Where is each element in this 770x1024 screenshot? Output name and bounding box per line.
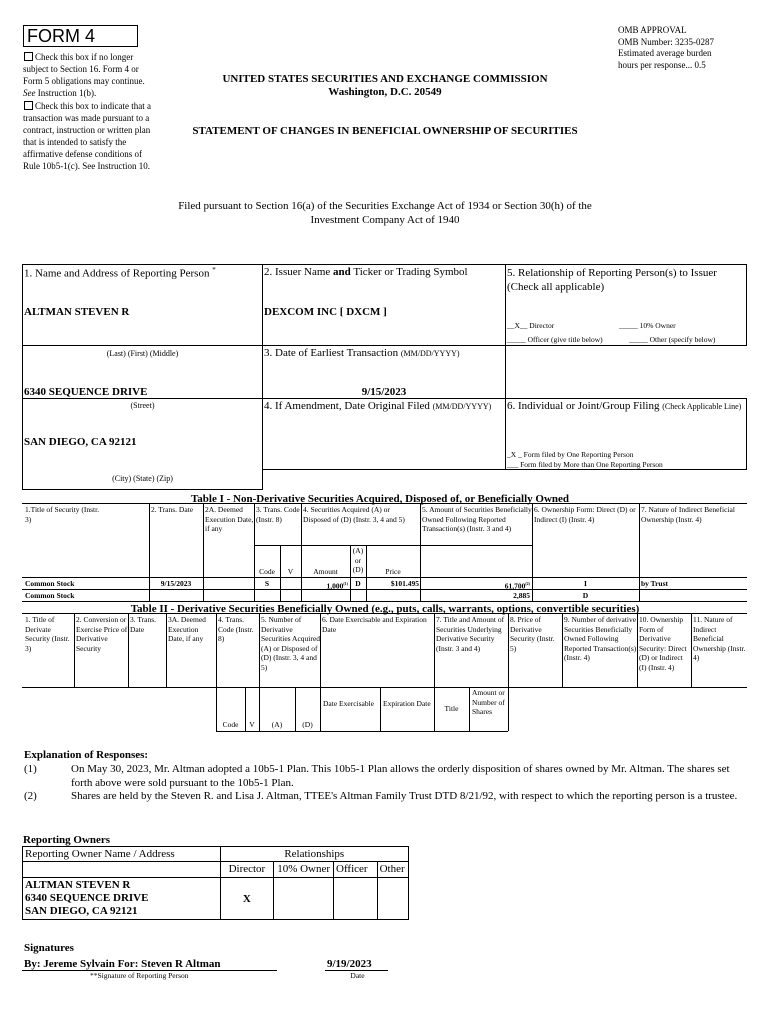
signature-caption-text: Signature of Reporting Person: [97, 971, 189, 980]
t2-col-9: [562, 613, 563, 687]
t1-sub-ad: (A) or (D): [352, 546, 364, 574]
omb-number: OMB Number: 3235-0287: [618, 36, 714, 47]
relationship-officer[interactable]: _____ Officer (give title below): [507, 335, 603, 344]
relationship-ten-percent[interactable]: _____ 10% Owner: [619, 321, 676, 330]
amendment-label-text: 4. If Amendment, Date Original Filed: [264, 400, 430, 412]
group-filing-more[interactable]: ___ Form filed by More than One Reporting Person: [507, 460, 663, 469]
t1-r1-code: S: [264, 579, 270, 588]
omb-title: OMB APPROVAL: [618, 25, 687, 35]
signatures-title: Signatures: [24, 942, 74, 954]
commission-name: UNITED STATES SECURITIES AND EXCHANGE COMMISSION: [222, 73, 548, 85]
owners-row-city: SAN DIEGO, CA 92121: [25, 905, 138, 917]
explanation-item-2: [24, 790, 744, 804]
t2-sub-code: Code: [222, 720, 239, 729]
t1-h5: 5. Amount of Securities Beneficially Owned Following Reported Transaction(s) (Instr. 3 and 4): [422, 505, 532, 533]
t1-h4: 4. Securities Acquired (A) or Disposed of (D) (Instr. 3, 4 and 5): [303, 505, 405, 524]
filed-pursuant: [120, 199, 650, 227]
t2-h6: 6. Date Exercisable and Expiration Date: [322, 615, 427, 634]
t2-col-5: [259, 613, 260, 731]
relationship-label-line2: (Check all applicable): [507, 281, 605, 293]
t2-h1: 1. Title of Derivate Security (Instr. 3): [25, 615, 70, 653]
relationship-director[interactable]: __X__ Director: [507, 321, 555, 330]
signature-date: 9/19/2023: [327, 958, 372, 970]
t1-r1-amount: [301, 579, 348, 591]
t2-col-8: [508, 613, 509, 731]
t2-sub-title: Title: [444, 704, 459, 713]
t1-col-j: [639, 503, 640, 601]
t2-col-6: [320, 613, 321, 731]
t1-sub-amount: Amount: [313, 567, 338, 576]
reporting-person-street-caption: (Street): [130, 401, 155, 410]
t2-col-1: [74, 613, 75, 687]
t2-sub-exercisable: Date Exercisable: [323, 699, 375, 708]
issuer-label-and: and: [333, 266, 351, 278]
t2-h3a: 3A. Deemed Execution Date, if any: [168, 615, 206, 643]
t2-col-4: [216, 613, 217, 731]
t1-sub-v: V: [287, 567, 294, 576]
owners-col-director: Director: [220, 862, 274, 878]
explanation-text-1: On May 30, 2023, Mr. Altman adopted a 10b5-1 Plan. This 10b5-1 Plan allows the orderly disposition of shares owned by Mr. Altman. The shares set forth above were sold pursuant to the 10b5-1 Plan.: [71, 763, 730, 789]
t2-sub-amount: Amount or Number of Shares: [472, 688, 505, 716]
earliest-date-label: [264, 347, 460, 359]
table2-mid-rule: [22, 687, 747, 688]
signature-by: By: Jereme Sylvain For: Steven R Altman: [24, 958, 221, 970]
group-filing-label-text: 6. Individual or Joint/Group Filing: [507, 400, 660, 412]
t2-h5: 5. Number of Derivative Securities Acquired (A) or Disposed of (D) (Instr. 3, 4 and 5): [261, 615, 320, 672]
explanation-num-2: (2): [24, 790, 37, 802]
t1-r1-owned: [420, 579, 530, 591]
filed-pursuant-line2: Investment Company Act of 1940: [310, 214, 460, 226]
explanation-text-2: Shares are held by the Steven R. and Lisa J. Altman, TTEE's Altman Family Trust DTD 8/21/92, with respect to which the reporting person is a trustee.: [71, 790, 738, 802]
group-filing-note: (Check Applicable Line): [662, 402, 742, 411]
earliest-date-label-text: 3. Date of Earliest Transaction: [264, 347, 399, 359]
amendment-format: (MM/DD/YYYY): [432, 402, 492, 411]
owners-col-name: Reporting Owner Name / Address: [23, 847, 221, 862]
relationship-other[interactable]: _____ Other (specify below): [629, 335, 716, 344]
t1-sub-code: Code: [259, 567, 275, 576]
t2-sub-a: (A): [271, 720, 283, 729]
amendment-label: [264, 400, 491, 412]
reporting-person-label: [24, 266, 216, 280]
owners-row-director: X: [220, 878, 274, 920]
t2-col-6b: [380, 687, 381, 731]
t2-h9: 9. Number of derivative Securities Beneficially Owned Following Reported Transaction(s) (Instr. 4): [564, 615, 637, 662]
t1-r1-nature: by Trust: [641, 579, 669, 588]
owners-row-name: ALTMAN STEVEN R: [25, 879, 131, 891]
table1-sub-rule: [254, 545, 420, 546]
table2-bottom-rule: [216, 731, 508, 732]
reporting-person-city: SAN DIEGO, CA 92121: [24, 436, 137, 448]
signature-caption-mark: **: [90, 971, 98, 980]
t1-sub-price: Price: [385, 567, 401, 576]
relationship-label: [507, 266, 745, 294]
owners-empty-cell: [23, 862, 221, 878]
owners-col-other: Other: [377, 862, 408, 878]
commission-city: Washington, D.C. 20549: [328, 86, 442, 98]
t1-r2-form: D: [582, 591, 589, 600]
t2-h7: 7. Title and Amount of Securities Underlying Derivative Security (Instr. 3 and 4): [436, 615, 505, 653]
t1-r1-security: Common Stock: [25, 579, 75, 588]
table1-bottom-rule: [22, 601, 747, 602]
owners-row-officer: [334, 878, 378, 920]
t2-col-3: [166, 613, 167, 687]
owners-title: Reporting Owners: [23, 834, 111, 846]
table1-sub-rule-5: [420, 545, 532, 546]
t1-r1-owned-fn: (2): [525, 581, 530, 586]
t1-h1: 1.Title of Security (Instr. 3): [25, 505, 100, 524]
explanation-item-1: [24, 763, 744, 790]
group-filing-one[interactable]: _X _ Form filed by One Reporting Person: [507, 450, 634, 459]
owners-row-name-cell: [23, 878, 221, 920]
table2-top-rule: [22, 613, 747, 614]
owners-col-ten: 10% Owner: [274, 862, 334, 878]
filed-pursuant-line1: Filed pursuant to Section 16(a) of the Securities Exchange Act of 1934 or Section 30(h) of the: [178, 200, 592, 212]
issuer-name: DEXCOM INC [ DXCM ]: [264, 306, 387, 318]
t2-h3: 3. Trans. Date: [130, 615, 157, 634]
t1-r1-amount-fn: (1): [343, 581, 348, 586]
reporting-person-label-text: 1. Name and Address of Reporting Person: [24, 267, 210, 280]
t1-h7: 7. Nature of Indirect Beneficial Ownership (Instr. 4): [641, 505, 735, 524]
owners-row-other: [377, 878, 408, 920]
table2-title: Table II - Derivative Securities Beneficially Owned (e.g., puts, calls, warrants, options, convertible securities): [130, 603, 640, 615]
reporting-person-label-mark: *: [212, 266, 216, 274]
t1-h2: 2. Trans. Date: [151, 505, 194, 514]
table1-title: Table I - Non-Derivative Securities Acquired, Disposed of, or Beneficially Owned: [190, 493, 570, 505]
section16-instr: Instruction 1(b).: [37, 88, 97, 98]
reporting-person-street: 6340 SEQUENCE DRIVE: [24, 386, 148, 398]
omb-burden: Estimated average burden: [618, 48, 712, 58]
t1-h3: 3. Trans. Code (Instr. 8): [256, 505, 300, 524]
t1-col-b: [203, 503, 204, 601]
reporting-person-city-caption: (City) (State) (Zip): [112, 474, 173, 483]
t2-sub-d: (D): [302, 720, 313, 729]
section16-text: Check this box if no longer subject to Section 16. Form 4 or Form 5 obligations may continue.: [23, 52, 145, 86]
owners-table: [22, 846, 409, 920]
t1-r1-form: I: [584, 579, 587, 588]
relationship-label-line1: 5. Relationship of Reporting Person(s) to Issuer: [507, 267, 717, 279]
signature-date-caption: Date: [350, 971, 365, 980]
issuer-label: [264, 266, 468, 278]
t2-col-11: [691, 613, 692, 687]
t2-col-2: [128, 613, 129, 687]
commission-title: [180, 73, 590, 99]
reporting-person-name-caption: (Last) (First) (Middle): [106, 349, 179, 358]
explanation-num-1: (1): [24, 763, 37, 775]
issuer-label-b: Ticker or Trading Symbol: [353, 266, 468, 278]
t2-col-7b: [469, 687, 470, 731]
owners-col-officer: Officer: [334, 862, 378, 878]
t2-h11: 11. Nature of Indirect Beneficial Ownership (Instr. 4): [693, 615, 746, 662]
t2-h8: 8. Price of Derivative Security (Instr. 5): [510, 615, 555, 653]
owners-row-street: 6340 SEQUENCE DRIVE: [25, 892, 149, 904]
rule-10b5-note: [23, 100, 151, 172]
section16-note: [23, 51, 151, 99]
t1-r1-owned-value: 61,700: [504, 581, 526, 591]
explanation-title: Explanation of Responses:: [24, 749, 149, 761]
statement-title: STATEMENT OF CHANGES IN BENEFICIAL OWNERSHIP OF SECURITIES: [192, 125, 578, 137]
t2-sub-v: V: [249, 720, 255, 729]
reporting-person-name: ALTMAN STEVEN R: [24, 306, 130, 318]
earliest-date-value: 9/15/2023: [361, 386, 407, 398]
t2-h2: 2. Conversion or Exercise Price of Derivative Security: [76, 615, 128, 653]
t2-h10: 10. Ownership Form of Derivative Security: Direct (D) or Indirect (I) (Instr. 4): [639, 615, 687, 672]
omb-hours: hours per response... 0.5: [618, 59, 706, 70]
t1-r1-price: $101.495: [390, 579, 419, 588]
t2-col-10: [637, 613, 638, 687]
rule-10b5-text: Check this box to indicate that a transaction was made pursuant to a contract, instruction or written plan that is intended to satisfy the affirmative defense conditions of Rule 10b5-1(c). See Instruction 10.: [23, 101, 151, 171]
t1-r2-owned: 2,885: [513, 591, 530, 600]
form-title: FORM 4: [27, 26, 96, 46]
t2-sub-expiration: Expiration Date: [383, 699, 431, 708]
t1-r1-amount-value: 1,000: [326, 581, 344, 591]
owners-col-rel: Relationships: [220, 847, 408, 862]
t1-r1-ad: D: [355, 579, 361, 588]
earliest-date-format: (MM/DD/YYYY): [400, 349, 460, 358]
signature-caption: [90, 971, 189, 981]
t1-h2a: 2A. Deemed Execution Date, if any: [205, 505, 254, 533]
t2-h4: 4. Trans. Code (Instr. 8): [218, 615, 254, 643]
omb-approval: [618, 25, 758, 71]
section16-see: See: [23, 88, 36, 98]
t1-r2-security: Common Stock: [25, 591, 75, 600]
group-filing-label: [507, 400, 745, 413]
t1-r1-date: 9/15/2023: [160, 579, 192, 588]
form-title-box: [23, 25, 138, 47]
t1-h6: 6. Ownership Form: Direct (D) or Indirect (I) (Instr. 4): [534, 505, 636, 524]
owners-row-ten: [274, 878, 334, 920]
issuer-label-a: 2. Issuer Name: [264, 266, 331, 278]
